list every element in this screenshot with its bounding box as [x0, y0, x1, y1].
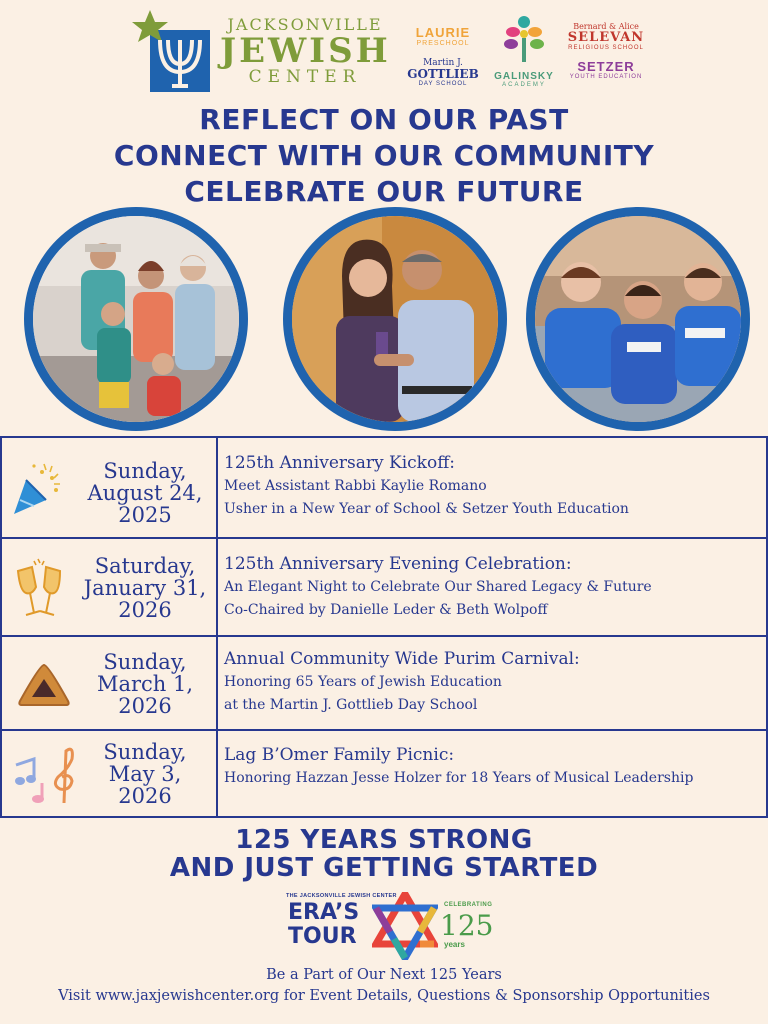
event-row — [2, 731, 766, 816]
kids-photo — [526, 207, 750, 431]
event-date-line: March 1, — [96, 672, 194, 696]
event-date — [72, 741, 218, 807]
event-description — [224, 552, 652, 622]
eras-small-text: THE JACKSONVILLE JEWISH CENTER — [286, 893, 397, 899]
cta-line-2: Visit www.jaxjewishcenter.org for Event Details, Questions & Sponsorship Opportunities — [58, 988, 710, 1004]
setzer-youth-education-logo — [566, 60, 646, 80]
header — [0, 0, 768, 100]
jjc-line1: JACKSONVILLE — [227, 15, 383, 34]
tagline-line-3: CELEBRATE OUR FUTURE — [184, 175, 584, 208]
selevan-line3: RELIGIOUS SCHOOL — [568, 45, 644, 51]
eras-number: 125 — [440, 909, 494, 942]
galinsky-sub: ACADEMY — [502, 82, 546, 88]
gottlieb-line1: Martin J. — [423, 58, 463, 68]
laurie-preschool-logo — [408, 26, 478, 47]
award-photo — [283, 207, 507, 431]
jjc-line3: CENTER — [248, 67, 362, 87]
eras-celebrating: CELEBRATING — [444, 902, 493, 908]
gottlieb-day-school-logo — [404, 58, 482, 87]
slogan — [0, 826, 768, 882]
tree-icon — [499, 14, 549, 64]
event-description — [224, 647, 580, 717]
event-title: Annual Community Wide Purim Carnival: — [224, 649, 580, 669]
event-detail: Usher in a New Year of School & Setzer Youth Education — [224, 501, 629, 517]
event-detail: Honoring 65 Years of Jewish Education — [224, 674, 502, 690]
event-detail: An Elegant Night to Celebrate Our Shared Legacy & Future — [224, 579, 652, 595]
event-date-line: Sunday, — [103, 459, 187, 483]
event-date-line: Sunday, — [103, 740, 187, 764]
eras-line2: TOUR — [288, 924, 357, 949]
family-photo — [24, 207, 248, 431]
event-title: 125th Anniversary Kickoff: — [224, 453, 456, 473]
event-title: Lag B’Omer Family Picnic: — [224, 745, 455, 765]
cta-line-1: Be a Part of Our Next 125 Years — [266, 967, 502, 983]
hamantaschen-icon — [16, 661, 72, 709]
champagne-glasses-icon — [12, 557, 70, 621]
setzer-name: SETZER — [577, 59, 635, 74]
event-date-line: 2026 — [118, 598, 172, 622]
event-date-cell — [2, 637, 218, 729]
galinsky-name: GALINSKY — [494, 71, 554, 82]
event-date-line: January 31, — [83, 576, 207, 600]
party-popper-icon — [12, 460, 64, 516]
tagline — [0, 102, 768, 210]
event-row — [2, 637, 766, 731]
galinsky-academy-logo — [484, 14, 564, 88]
event-detail: Honoring Hazzan Jesse Holzer for 18 Years of Musical Leadership — [224, 770, 694, 786]
event-description — [224, 451, 629, 521]
jjc-line2: JEWISH — [220, 31, 391, 71]
events-table — [0, 436, 768, 818]
event-date-line: 2026 — [118, 694, 172, 718]
gottlieb-line3: DAY SCHOOL — [418, 81, 468, 87]
event-date — [72, 651, 218, 717]
event-date-cell — [2, 731, 218, 816]
slogan-line-2: AND JUST GETTING STARTED — [169, 853, 599, 883]
event-date-line: 2025 — [118, 503, 172, 527]
selevan-line2: SELEVAN — [567, 30, 645, 45]
call-to-action — [0, 965, 768, 1007]
slogan-line-1: 125 YEARS STRONG — [235, 825, 533, 855]
selevan-religious-school-logo — [566, 22, 646, 51]
eras-tour-logo — [286, 890, 496, 962]
event-date — [72, 555, 218, 621]
eras-line1: ERA’S — [288, 900, 360, 925]
event-date-line: 2026 — [118, 784, 172, 808]
setzer-sub: YOUTH EDUCATION — [569, 74, 643, 80]
gottlieb-line2: GOTTLIEB — [407, 67, 479, 81]
event-detail: Co-Chaired by Danielle Leder & Beth Wolpoff — [224, 602, 548, 618]
event-title: 125th Anniversary Evening Celebration: — [224, 554, 572, 574]
event-date-line: Saturday, — [94, 554, 196, 578]
event-date — [72, 460, 218, 526]
eras-years: years — [444, 940, 465, 949]
event-row — [2, 438, 766, 539]
event-date-line: August 24, — [87, 481, 203, 505]
event-detail: Meet Assistant Rabbi Kaylie Romano — [224, 478, 487, 494]
tagline-line-2: CONNECT WITH OUR COMMUNITY — [113, 139, 655, 172]
jjc-wordmark — [220, 16, 390, 86]
event-description — [224, 743, 693, 790]
event-date-cell — [2, 539, 218, 635]
tagline-line-1: REFLECT ON OUR PAST — [199, 103, 569, 136]
event-date-line: Sunday, — [103, 650, 187, 674]
event-date-cell — [2, 438, 218, 537]
laurie-name: LAURIE — [415, 25, 471, 40]
laurie-sub: PRESCHOOL — [416, 40, 470, 47]
event-date-line: May 3, — [108, 762, 182, 786]
selevan-line1: Bernard & Alice — [573, 22, 639, 31]
event-row — [2, 539, 766, 637]
menorah-star-icon — [128, 8, 214, 94]
event-detail: at the Martin J. Gottlieb Day School — [224, 697, 478, 713]
rainbow-star-of-david-icon — [372, 892, 438, 960]
